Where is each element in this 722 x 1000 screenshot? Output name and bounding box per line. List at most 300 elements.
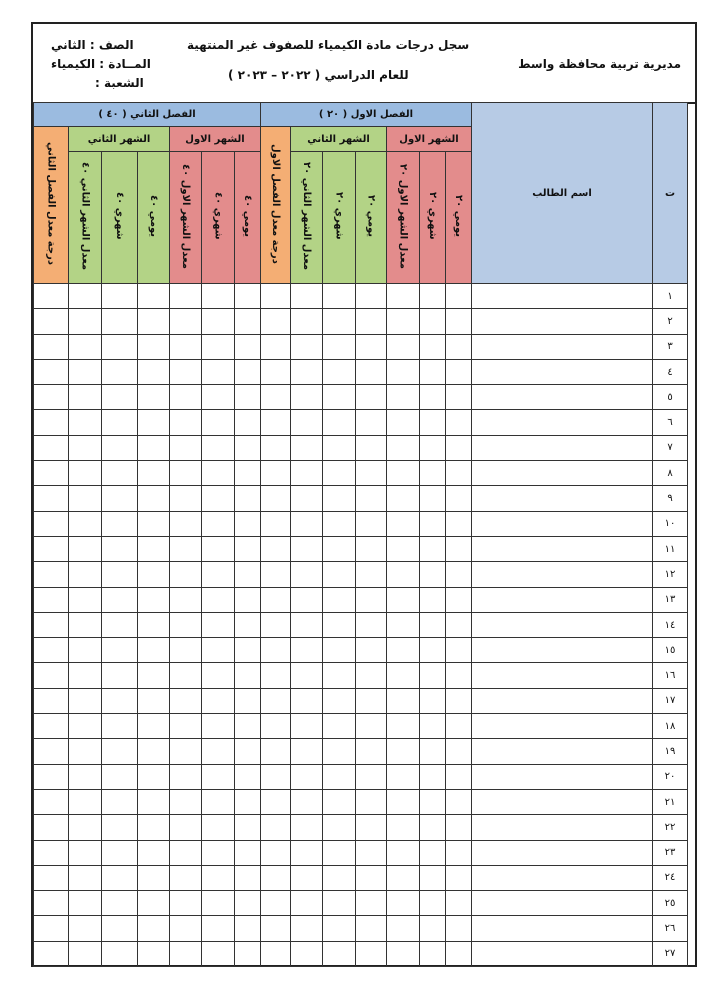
grade-cell[interactable] [446, 789, 472, 814]
grade-cell[interactable] [446, 334, 472, 359]
grade-cell[interactable] [420, 612, 446, 637]
grade-cell[interactable] [34, 612, 69, 637]
grade-cell[interactable] [356, 562, 387, 587]
grade-cell[interactable] [420, 815, 446, 840]
grade-cell[interactable] [291, 840, 323, 865]
grade-cell[interactable] [323, 663, 356, 688]
grade-cell[interactable] [138, 840, 170, 865]
grade-cell[interactable] [34, 309, 69, 334]
grade-cell[interactable] [34, 435, 69, 460]
grade-cell[interactable] [356, 638, 387, 663]
grade-cell[interactable] [446, 916, 472, 941]
grade-cell[interactable] [170, 714, 202, 739]
grade-cell[interactable] [34, 461, 69, 486]
grade-cell[interactable] [69, 688, 102, 713]
grade-cell[interactable] [387, 663, 420, 688]
grade-cell[interactable] [356, 688, 387, 713]
grade-cell[interactable] [170, 284, 202, 309]
grade-cell[interactable] [323, 284, 356, 309]
grade-cell[interactable] [420, 663, 446, 688]
grade-cell[interactable] [34, 941, 69, 966]
student-name-cell[interactable] [472, 536, 653, 561]
grade-cell[interactable] [446, 663, 472, 688]
grade-cell[interactable] [261, 789, 291, 814]
grade-cell[interactable] [387, 941, 420, 966]
grade-cell[interactable] [102, 385, 138, 410]
grade-cell[interactable] [235, 435, 261, 460]
grade-cell[interactable] [69, 840, 102, 865]
grade-cell[interactable] [387, 385, 420, 410]
student-name-cell[interactable] [472, 891, 653, 916]
grade-cell[interactable] [291, 334, 323, 359]
grade-cell[interactable] [102, 688, 138, 713]
grade-cell[interactable] [69, 359, 102, 384]
grade-cell[interactable] [356, 385, 387, 410]
grade-cell[interactable] [261, 840, 291, 865]
student-name-cell[interactable] [472, 435, 653, 460]
grade-cell[interactable] [356, 714, 387, 739]
grade-cell[interactable] [202, 284, 235, 309]
grade-cell[interactable] [291, 385, 323, 410]
grade-cell[interactable] [387, 688, 420, 713]
grade-cell[interactable] [446, 815, 472, 840]
student-name-cell[interactable] [472, 359, 653, 384]
grade-cell[interactable] [138, 764, 170, 789]
grade-cell[interactable] [261, 865, 291, 890]
grade-cell[interactable] [323, 536, 356, 561]
grade-cell[interactable] [356, 815, 387, 840]
grade-cell[interactable] [138, 663, 170, 688]
grade-cell[interactable] [291, 562, 323, 587]
grade-cell[interactable] [387, 815, 420, 840]
grade-cell[interactable] [202, 309, 235, 334]
grade-cell[interactable] [102, 865, 138, 890]
grade-cell[interactable] [138, 587, 170, 612]
grade-cell[interactable] [261, 359, 291, 384]
grade-cell[interactable] [356, 840, 387, 865]
grade-cell[interactable] [420, 840, 446, 865]
grade-cell[interactable] [323, 916, 356, 941]
grade-cell[interactable] [261, 764, 291, 789]
grade-cell[interactable] [420, 638, 446, 663]
grade-cell[interactable] [69, 309, 102, 334]
grade-cell[interactable] [446, 865, 472, 890]
grade-cell[interactable] [420, 688, 446, 713]
grade-cell[interactable] [235, 511, 261, 536]
grade-cell[interactable] [202, 511, 235, 536]
grade-cell[interactable] [235, 562, 261, 587]
grade-cell[interactable] [387, 309, 420, 334]
student-name-cell[interactable] [472, 461, 653, 486]
grade-cell[interactable] [291, 764, 323, 789]
grade-cell[interactable] [138, 891, 170, 916]
grade-cell[interactable] [323, 612, 356, 637]
student-name-cell[interactable] [472, 840, 653, 865]
grade-cell[interactable] [170, 739, 202, 764]
grade-cell[interactable] [170, 587, 202, 612]
grade-cell[interactable] [202, 536, 235, 561]
grade-cell[interactable] [420, 359, 446, 384]
grade-cell[interactable] [291, 612, 323, 637]
grade-cell[interactable] [202, 789, 235, 814]
grade-cell[interactable] [138, 638, 170, 663]
grade-cell[interactable] [323, 511, 356, 536]
grade-cell[interactable] [446, 739, 472, 764]
grade-cell[interactable] [446, 309, 472, 334]
grade-cell[interactable] [138, 916, 170, 941]
grade-cell[interactable] [291, 511, 323, 536]
grade-cell[interactable] [446, 461, 472, 486]
grade-cell[interactable] [261, 435, 291, 460]
grade-cell[interactable] [138, 562, 170, 587]
grade-cell[interactable] [356, 587, 387, 612]
grade-cell[interactable] [235, 284, 261, 309]
grade-cell[interactable] [102, 587, 138, 612]
grade-cell[interactable] [34, 840, 69, 865]
grade-cell[interactable] [202, 638, 235, 663]
grade-cell[interactable] [69, 334, 102, 359]
student-name-cell[interactable] [472, 334, 653, 359]
grade-cell[interactable] [102, 891, 138, 916]
grade-cell[interactable] [420, 309, 446, 334]
grade-cell[interactable] [202, 714, 235, 739]
grade-cell[interactable] [323, 359, 356, 384]
grade-cell[interactable] [235, 638, 261, 663]
grade-cell[interactable] [102, 714, 138, 739]
grade-cell[interactable] [261, 638, 291, 663]
grade-cell[interactable] [291, 815, 323, 840]
grade-cell[interactable] [102, 916, 138, 941]
grade-cell[interactable] [202, 739, 235, 764]
student-name-cell[interactable] [472, 410, 653, 435]
grade-cell[interactable] [323, 865, 356, 890]
grade-cell[interactable] [261, 587, 291, 612]
grade-cell[interactable] [323, 562, 356, 587]
grade-cell[interactable] [387, 789, 420, 814]
grade-cell[interactable] [170, 486, 202, 511]
grade-cell[interactable] [291, 435, 323, 460]
student-name-cell[interactable] [472, 739, 653, 764]
grade-cell[interactable] [420, 536, 446, 561]
grade-cell[interactable] [170, 359, 202, 384]
grade-cell[interactable] [170, 764, 202, 789]
grade-cell[interactable] [420, 385, 446, 410]
grade-cell[interactable] [356, 916, 387, 941]
grade-cell[interactable] [323, 714, 356, 739]
grade-cell[interactable] [138, 359, 170, 384]
grade-cell[interactable] [34, 511, 69, 536]
grade-cell[interactable] [420, 461, 446, 486]
grade-cell[interactable] [102, 789, 138, 814]
grade-cell[interactable] [102, 359, 138, 384]
grade-cell[interactable] [291, 638, 323, 663]
grade-cell[interactable] [420, 865, 446, 890]
grade-cell[interactable] [446, 941, 472, 966]
grade-cell[interactable] [420, 739, 446, 764]
grade-cell[interactable] [356, 536, 387, 561]
grade-cell[interactable] [102, 410, 138, 435]
grade-cell[interactable] [420, 764, 446, 789]
grade-cell[interactable] [235, 663, 261, 688]
grade-cell[interactable] [138, 688, 170, 713]
grade-cell[interactable] [261, 916, 291, 941]
grade-cell[interactable] [387, 461, 420, 486]
grade-cell[interactable] [34, 688, 69, 713]
grade-cell[interactable] [446, 536, 472, 561]
grade-cell[interactable] [138, 309, 170, 334]
grade-cell[interactable] [323, 815, 356, 840]
grade-cell[interactable] [69, 587, 102, 612]
grade-cell[interactable] [387, 865, 420, 890]
grade-cell[interactable] [446, 638, 472, 663]
grade-cell[interactable] [323, 309, 356, 334]
grade-cell[interactable] [291, 891, 323, 916]
grade-cell[interactable] [69, 789, 102, 814]
grade-cell[interactable] [170, 511, 202, 536]
student-name-cell[interactable] [472, 638, 653, 663]
grade-cell[interactable] [261, 688, 291, 713]
grade-cell[interactable] [34, 714, 69, 739]
grade-cell[interactable] [34, 815, 69, 840]
grade-cell[interactable] [420, 284, 446, 309]
grade-cell[interactable] [420, 435, 446, 460]
grade-cell[interactable] [235, 461, 261, 486]
grade-cell[interactable] [69, 562, 102, 587]
grade-cell[interactable] [170, 435, 202, 460]
grade-cell[interactable] [356, 612, 387, 637]
grade-cell[interactable] [261, 385, 291, 410]
grade-cell[interactable] [69, 764, 102, 789]
grade-cell[interactable] [202, 435, 235, 460]
grade-cell[interactable] [170, 410, 202, 435]
grade-cell[interactable] [387, 916, 420, 941]
grade-cell[interactable] [387, 435, 420, 460]
grade-cell[interactable] [387, 714, 420, 739]
grade-cell[interactable] [34, 334, 69, 359]
grade-cell[interactable] [202, 334, 235, 359]
grade-cell[interactable] [323, 764, 356, 789]
grade-cell[interactable] [420, 891, 446, 916]
student-name-cell[interactable] [472, 916, 653, 941]
grade-cell[interactable] [291, 663, 323, 688]
grade-cell[interactable] [323, 688, 356, 713]
student-name-cell[interactable] [472, 941, 653, 966]
grade-cell[interactable] [261, 309, 291, 334]
grade-cell[interactable] [202, 410, 235, 435]
grade-cell[interactable] [102, 536, 138, 561]
grade-cell[interactable] [235, 840, 261, 865]
grade-cell[interactable] [170, 562, 202, 587]
grade-cell[interactable] [291, 284, 323, 309]
grade-cell[interactable] [34, 359, 69, 384]
grade-cell[interactable] [261, 891, 291, 916]
grade-cell[interactable] [446, 486, 472, 511]
grade-cell[interactable] [138, 789, 170, 814]
grade-cell[interactable] [291, 865, 323, 890]
grade-cell[interactable] [387, 638, 420, 663]
grade-cell[interactable] [170, 638, 202, 663]
grade-cell[interactable] [34, 486, 69, 511]
grade-cell[interactable] [356, 865, 387, 890]
grade-cell[interactable] [446, 511, 472, 536]
grade-cell[interactable] [138, 486, 170, 511]
grade-cell[interactable] [356, 410, 387, 435]
grade-cell[interactable] [291, 739, 323, 764]
grade-cell[interactable] [34, 410, 69, 435]
grade-cell[interactable] [138, 815, 170, 840]
grade-cell[interactable] [235, 688, 261, 713]
grade-cell[interactable] [138, 536, 170, 561]
grade-cell[interactable] [235, 385, 261, 410]
grade-cell[interactable] [69, 284, 102, 309]
grade-cell[interactable] [235, 891, 261, 916]
grade-cell[interactable] [102, 815, 138, 840]
grade-cell[interactable] [235, 916, 261, 941]
grade-cell[interactable] [202, 486, 235, 511]
grade-cell[interactable] [138, 461, 170, 486]
grade-cell[interactable] [291, 486, 323, 511]
student-name-cell[interactable] [472, 865, 653, 890]
grade-cell[interactable] [69, 511, 102, 536]
grade-cell[interactable] [34, 789, 69, 814]
grade-cell[interactable] [138, 612, 170, 637]
grade-cell[interactable] [202, 891, 235, 916]
grade-cell[interactable] [387, 486, 420, 511]
grade-cell[interactable] [170, 461, 202, 486]
grade-cell[interactable] [261, 562, 291, 587]
grade-cell[interactable] [235, 536, 261, 561]
grade-cell[interactable] [202, 359, 235, 384]
grade-cell[interactable] [202, 865, 235, 890]
grade-cell[interactable] [170, 309, 202, 334]
student-name-cell[interactable] [472, 612, 653, 637]
grade-cell[interactable] [323, 410, 356, 435]
grade-cell[interactable] [34, 891, 69, 916]
grade-cell[interactable] [446, 385, 472, 410]
grade-cell[interactable] [69, 461, 102, 486]
grade-cell[interactable] [202, 764, 235, 789]
grade-cell[interactable] [446, 688, 472, 713]
student-name-cell[interactable] [472, 385, 653, 410]
grade-cell[interactable] [202, 941, 235, 966]
grade-cell[interactable] [387, 840, 420, 865]
grade-cell[interactable] [69, 385, 102, 410]
grade-cell[interactable] [323, 435, 356, 460]
grade-cell[interactable] [291, 309, 323, 334]
grade-cell[interactable] [387, 562, 420, 587]
grade-cell[interactable] [202, 385, 235, 410]
grade-cell[interactable] [356, 511, 387, 536]
grade-cell[interactable] [69, 435, 102, 460]
grade-cell[interactable] [235, 410, 261, 435]
grade-cell[interactable] [291, 359, 323, 384]
grade-cell[interactable] [34, 739, 69, 764]
grade-cell[interactable] [261, 410, 291, 435]
grade-cell[interactable] [356, 739, 387, 764]
grade-cell[interactable] [261, 284, 291, 309]
grade-cell[interactable] [138, 511, 170, 536]
grade-cell[interactable] [446, 435, 472, 460]
grade-cell[interactable] [420, 587, 446, 612]
grade-cell[interactable] [446, 714, 472, 739]
grade-cell[interactable] [291, 536, 323, 561]
student-name-cell[interactable] [472, 714, 653, 739]
grade-cell[interactable] [69, 891, 102, 916]
grade-cell[interactable] [170, 815, 202, 840]
grade-cell[interactable] [291, 714, 323, 739]
grade-cell[interactable] [387, 612, 420, 637]
grade-cell[interactable] [356, 334, 387, 359]
grade-cell[interactable] [291, 587, 323, 612]
grade-cell[interactable] [235, 789, 261, 814]
grade-cell[interactable] [102, 562, 138, 587]
grade-cell[interactable] [138, 410, 170, 435]
grade-cell[interactable] [170, 840, 202, 865]
grade-cell[interactable] [291, 916, 323, 941]
grade-cell[interactable] [261, 815, 291, 840]
grade-cell[interactable] [138, 334, 170, 359]
grade-cell[interactable] [356, 461, 387, 486]
grade-cell[interactable] [34, 562, 69, 587]
grade-cell[interactable] [446, 891, 472, 916]
grade-cell[interactable] [170, 789, 202, 814]
student-name-cell[interactable] [472, 587, 653, 612]
grade-cell[interactable] [34, 587, 69, 612]
grade-cell[interactable] [170, 334, 202, 359]
grade-cell[interactable] [235, 612, 261, 637]
grade-cell[interactable] [420, 334, 446, 359]
grade-cell[interactable] [69, 638, 102, 663]
grade-cell[interactable] [69, 536, 102, 561]
grade-cell[interactable] [261, 739, 291, 764]
grade-cell[interactable] [235, 739, 261, 764]
grade-cell[interactable] [102, 941, 138, 966]
grade-cell[interactable] [356, 941, 387, 966]
grade-cell[interactable] [102, 435, 138, 460]
grade-cell[interactable] [102, 739, 138, 764]
grade-cell[interactable] [202, 612, 235, 637]
grade-cell[interactable] [261, 663, 291, 688]
grade-cell[interactable] [170, 536, 202, 561]
grade-cell[interactable] [235, 764, 261, 789]
grade-cell[interactable] [34, 663, 69, 688]
grade-cell[interactable] [102, 638, 138, 663]
grade-cell[interactable] [69, 815, 102, 840]
grade-cell[interactable] [323, 638, 356, 663]
grade-cell[interactable] [170, 663, 202, 688]
grade-cell[interactable] [34, 536, 69, 561]
grade-cell[interactable] [235, 865, 261, 890]
grade-cell[interactable] [387, 284, 420, 309]
grade-cell[interactable] [138, 941, 170, 966]
grade-cell[interactable] [202, 916, 235, 941]
grade-cell[interactable] [102, 334, 138, 359]
grade-cell[interactable] [102, 461, 138, 486]
grade-cell[interactable] [261, 941, 291, 966]
grade-cell[interactable] [138, 739, 170, 764]
grade-cell[interactable] [291, 941, 323, 966]
grade-cell[interactable] [69, 612, 102, 637]
grade-cell[interactable] [102, 309, 138, 334]
grade-cell[interactable] [420, 562, 446, 587]
grade-cell[interactable] [291, 789, 323, 814]
grade-cell[interactable] [69, 865, 102, 890]
grade-cell[interactable] [102, 511, 138, 536]
grade-cell[interactable] [170, 688, 202, 713]
grade-cell[interactable] [446, 587, 472, 612]
grade-cell[interactable] [446, 359, 472, 384]
grade-cell[interactable] [446, 612, 472, 637]
